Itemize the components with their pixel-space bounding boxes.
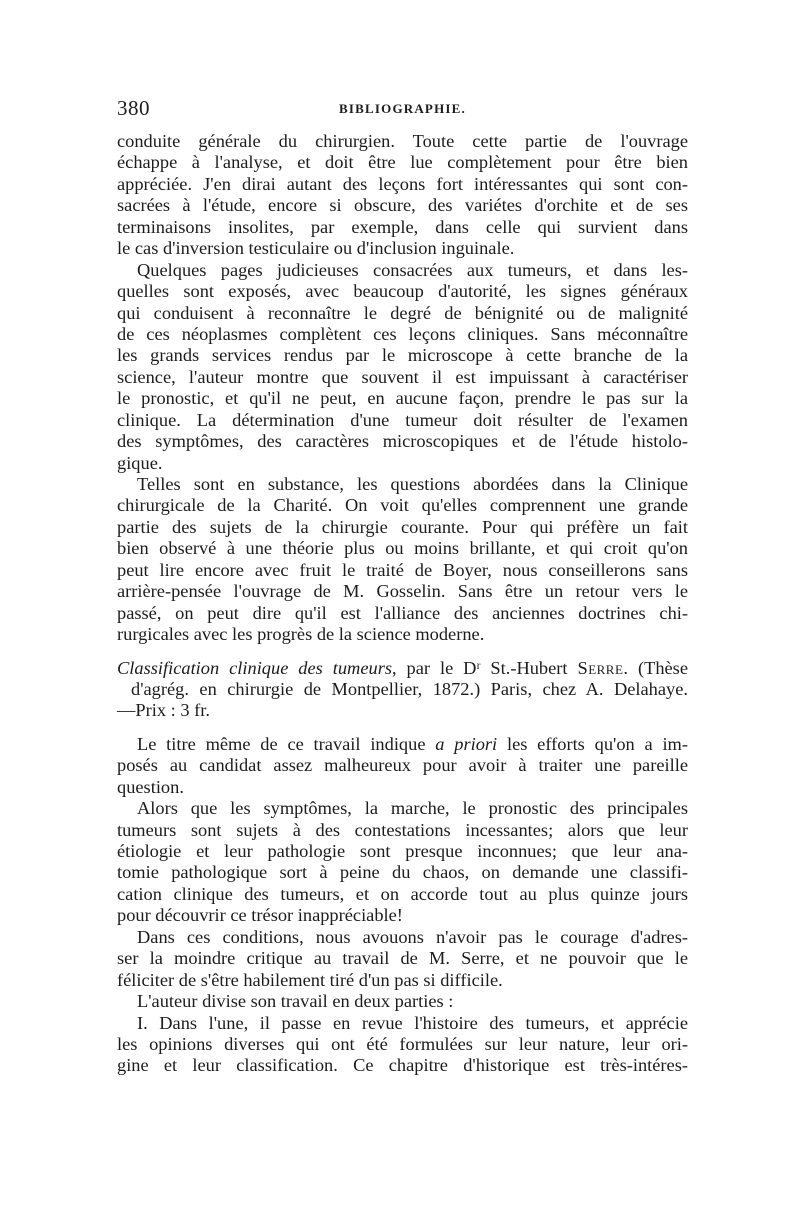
text-line: féliciter de s'être habilement tiré d'un pas si difficile. (117, 969, 503, 990)
text-line: Le titre même de ce travail indique a priori les efforts qu'on a im- (137, 733, 688, 754)
text-line: rurgicales avec les progrès de la science moderne. (117, 624, 485, 645)
text-line: échappe à l'analyse, et doit être lue complètement pour être bien (117, 152, 688, 173)
text-line: terminaisons insolites, par exemple, dans celle qui survient dans (117, 216, 688, 237)
text-line: posés au candidat assez malheureux pour avoir à traiter une pareille (117, 755, 688, 776)
paragraph-1 (117, 131, 688, 260)
text-line: le cas d'inversion testiculaire ou d'inclusion inguinale. (117, 238, 515, 259)
text-line: sacrées à l'étude, encore si obscure, des variétes d'orchite et de ses (117, 195, 688, 216)
text-line: de ces néoplasmes complètent ces leçons cliniques. Sans méconnaître (117, 323, 688, 344)
review-price: —Prix : 3 fr. (117, 700, 210, 721)
text-line: les grands services rendus par le microscope à cette branche de la (117, 345, 688, 366)
text-line: tumeurs sont sujets à des contestations incessantes; alors que leur (117, 819, 688, 840)
paragraph-5 (117, 798, 688, 927)
review-title: Classification clinique des tumeurs (117, 657, 393, 678)
text-line: qui conduisent à reconnaître le degré de bénignité ou de malignité (117, 302, 688, 323)
text-line: Dans ces conditions, nous avouons n'avoir pas le courage d'adres- (137, 926, 688, 947)
text-line: passé, on peut dire qu'il est l'alliance des anciennes doctrines chi- (117, 602, 688, 623)
text-line: gine et leur classification. Ce chapitre d'historique est très-intéres- (117, 1055, 688, 1076)
paragraph-6 (117, 927, 688, 991)
paragraph-7 (117, 991, 688, 1012)
text-line: bien observé à une théorie plus ou moins brillante, et qui croit qu'on (117, 538, 688, 559)
text-line: pour découvrir ce trésor inappréciable! (117, 905, 403, 926)
text-line: arrière-pensée l'ouvrage de M. Gosselin. Sans être un retour vers le (117, 581, 688, 602)
page-header (117, 96, 687, 122)
text-line: Alors que les symptômes, la marche, le pronostic des principales (137, 798, 688, 819)
text-line: Classification clinique des tumeurs, par le Dʳ St.-Hubert Serre. (Thèse (117, 657, 688, 678)
text-line: ser la moindre critique au travail de M. Serre, et ne pouvoir que le (117, 948, 688, 969)
paragraph-3 (117, 474, 688, 646)
text-line: quelles sont exposés, avec beaucoup d'autorité, les signes généraux (117, 281, 688, 302)
text-line: d'agrég. en chirurgie de Montpellier, 1872.) Paris, chez A. Delahaye. (131, 678, 688, 699)
text-line: partie des sujets de la chirurgie courante. Pour qui préfère un fait (117, 516, 688, 537)
text-line: chirurgicale de la Charité. On voit qu'elles comprennent une grande (117, 495, 688, 516)
paragraph-4 (117, 734, 688, 798)
text-line: I. Dans l'une, il passe en revue l'histoire des tumeurs, et apprécie (137, 1012, 688, 1033)
text-line: clinique. La détermination d'une tumeur doit résulter de l'examen (117, 409, 688, 430)
text-line: le pronostic, et qu'il ne peut, en aucune façon, prendre le pas sur la (117, 388, 688, 409)
text-line: appréciée. J'en dirai autant des leçons fort intéressantes qui sont con- (117, 173, 688, 194)
text-line: Quelques pages judicieuses consacrées aux tumeurs, et dans les- (137, 259, 688, 280)
body-text (117, 131, 688, 1077)
text-line: des symptômes, des caractères microscopiques et de l'étude histolo- (117, 431, 688, 452)
text-line: gique. (117, 452, 163, 473)
review-heading (117, 658, 688, 722)
text-line: conduite générale du chirurgien. Toute cette partie de l'ouvrage (117, 131, 688, 151)
text-line: peut lire encore avec fruit le traité de Boyer, nous conseillerons sans (117, 559, 688, 580)
review-author: Serre (577, 657, 624, 678)
paragraph-2 (117, 260, 688, 474)
text-line: les opinions diverses qui ont été formulées sur leur nature, leur ori- (117, 1033, 688, 1054)
text-line: L'auteur divise son travail en deux parties : (137, 991, 454, 1012)
text-line: science, l'auteur montre que souvent il est impuissant à caractériser (117, 366, 688, 387)
text-line: Telles sont en substance, les questions abordées dans la Clinique (137, 474, 688, 494)
text-line: étiologie et leur pathologie sont presque inconnues; que leur ana- (117, 841, 688, 861)
text-line: tomie pathologique sort à peine du chaos, on demande une classifi- (117, 862, 688, 883)
text-line: cation clinique des tumeurs, et on accorde tout au plus quinze jours (117, 883, 688, 904)
paragraph-8 (117, 1013, 688, 1077)
running-title: BIBLIOGRAPHIE. (339, 101, 466, 116)
page-number: 380 (117, 96, 150, 120)
text-line: question. (117, 776, 184, 797)
